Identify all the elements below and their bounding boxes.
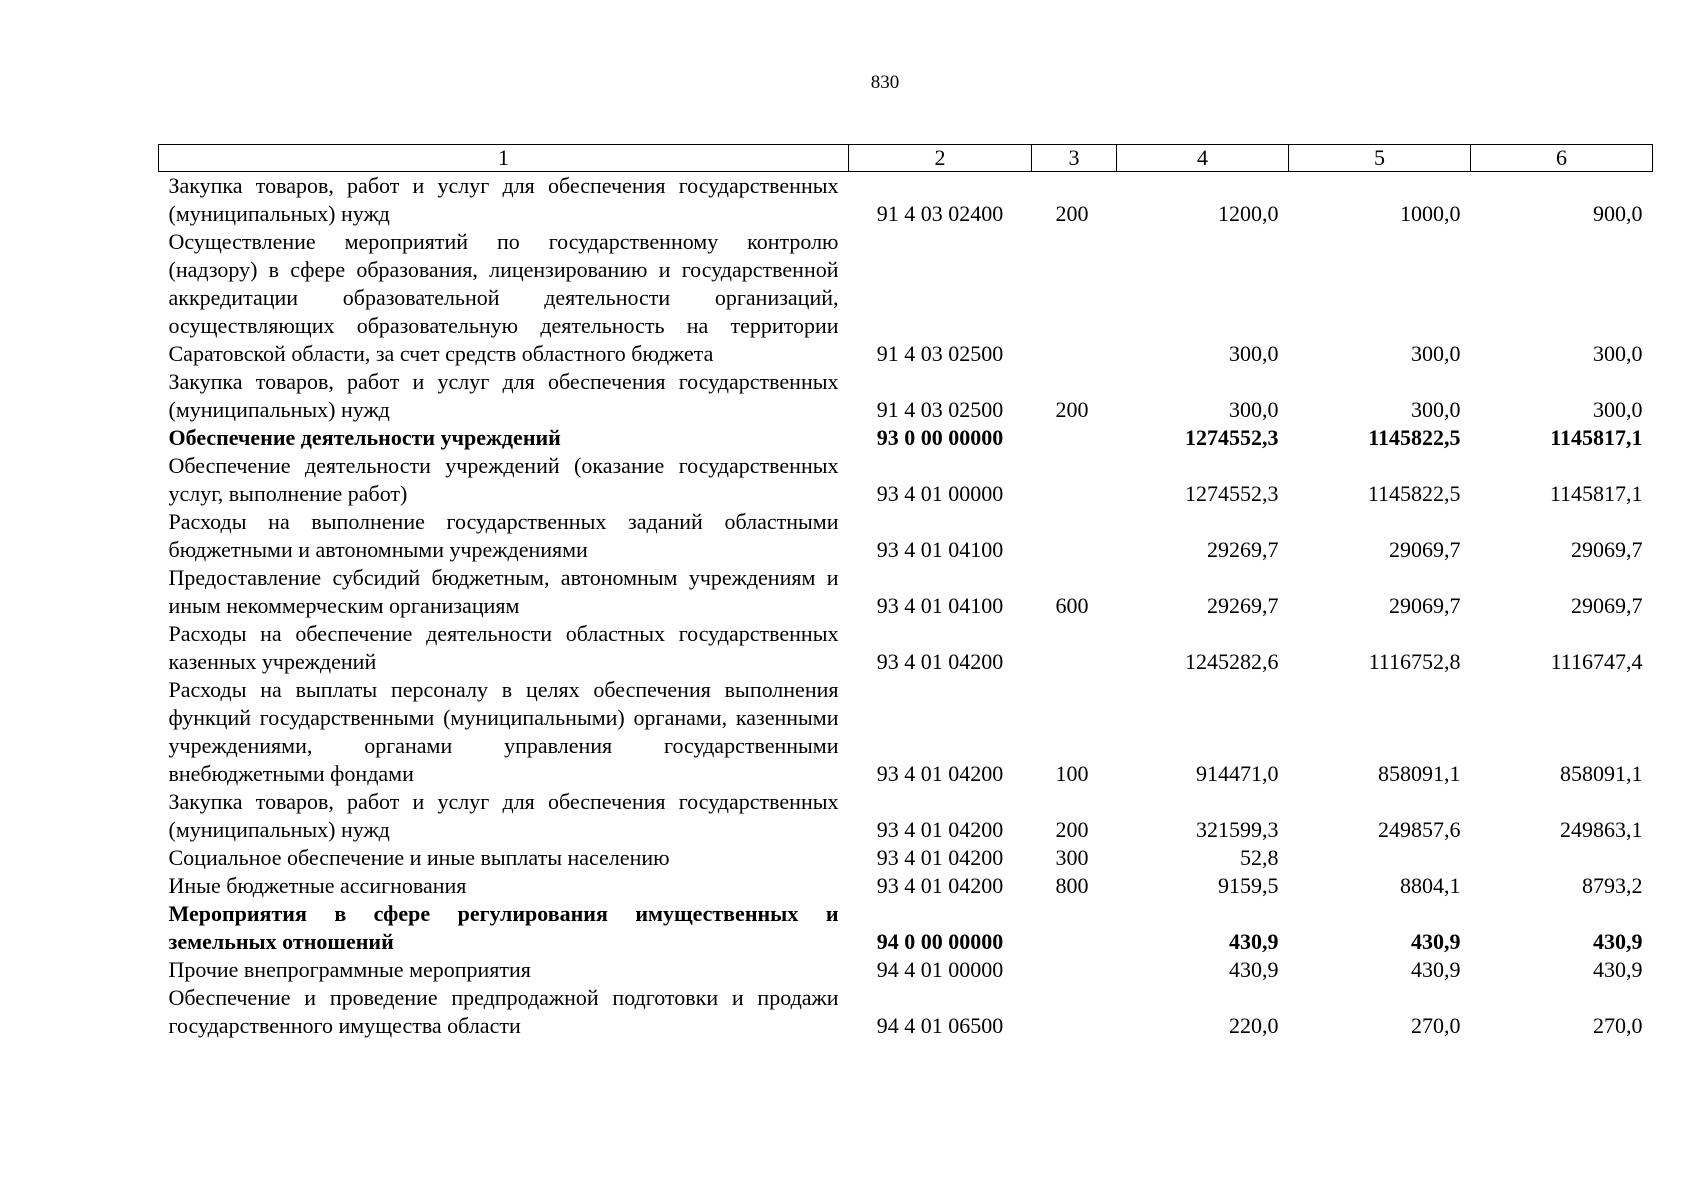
row-expense-type: 100 — [1055, 761, 1089, 786]
row-expense-type — [1032, 984, 1117, 1040]
table-row — [159, 228, 1653, 368]
row-value-col6: 8793,2 — [1582, 873, 1643, 898]
row-name: Расходы на выполнение государственных заданий областными бюджетными и автономными учреждениями — [168, 509, 839, 562]
row-code: 93 4 01 04100 — [876, 593, 1004, 618]
row-value-col5: 29069,7 — [1389, 593, 1461, 618]
row-code: 91 4 03 02500 — [876, 397, 1004, 422]
row-value-col5: 29069,7 — [1389, 537, 1461, 562]
row-value-col5: 858091,1 — [1378, 761, 1461, 786]
table-row — [159, 424, 1653, 452]
row-value-col4: 300,0 — [1229, 397, 1279, 422]
table-row — [159, 368, 1653, 424]
row-value-col6: 900,0 — [1593, 201, 1643, 226]
row-code: 93 4 01 04200 — [876, 817, 1004, 842]
row-value-col5: 300,0 — [1411, 397, 1461, 422]
column-header-3: 3 — [1032, 145, 1117, 172]
row-name: Социальное обеспечение и иные выплаты населению — [168, 845, 670, 870]
row-value-col6: 430,9 — [1593, 929, 1643, 954]
row-value-col6: 430,9 — [1593, 957, 1643, 982]
row-value-col4: 1274552,3 — [1185, 481, 1279, 506]
row-name: Предоставление субсидий бюджетным, автономным учреждениям и иным некоммерческим организациям — [168, 565, 839, 618]
row-name: Обеспечение деятельности учреждений (оказание государственных услуг, выполнение работ) — [168, 453, 839, 506]
row-code: 94 0 00 00000 — [876, 929, 1004, 954]
row-value-col5 — [1289, 844, 1471, 872]
row-value-col5: 300,0 — [1411, 341, 1461, 366]
row-value-col4: 220,0 — [1229, 1013, 1279, 1038]
row-value-col4: 52,8 — [1240, 845, 1279, 870]
row-value-col4: 914471,0 — [1196, 761, 1279, 786]
column-header-1: 1 — [159, 145, 849, 172]
row-expense-type — [1032, 228, 1117, 368]
row-value-col4: 1274552,3 — [1185, 425, 1279, 450]
row-code: 94 4 01 06500 — [876, 1013, 1004, 1038]
row-value-col5: 1000,0 — [1400, 201, 1461, 226]
table-row — [159, 676, 1653, 788]
table-row — [159, 452, 1653, 508]
row-value-col5: 249857,6 — [1378, 817, 1461, 842]
page-number: 830 — [870, 72, 900, 93]
table-body — [159, 172, 1653, 1041]
row-value-col5: 270,0 — [1411, 1013, 1461, 1038]
row-value-col6: 858091,1 — [1560, 761, 1643, 786]
table-row — [159, 872, 1653, 900]
table-row — [159, 564, 1653, 620]
row-code: 93 4 01 04200 — [876, 845, 1004, 870]
row-code: 94 4 01 00000 — [876, 957, 1004, 982]
row-code: 93 4 01 04100 — [876, 537, 1004, 562]
row-name: Мероприятия в сфере регулирования имущественных и земельных отношений — [168, 901, 839, 954]
table-header-row — [159, 145, 1653, 172]
row-expense-type — [1032, 620, 1117, 676]
row-value-col5: 8804,1 — [1400, 873, 1461, 898]
row-expense-type: 600 — [1055, 593, 1089, 618]
row-expense-type: 800 — [1055, 873, 1089, 898]
row-code: 93 4 01 04200 — [876, 873, 1004, 898]
row-name: Обеспечение и проведение предпродажной подготовки и продажи государственного имущества области — [168, 985, 839, 1038]
table-row — [159, 172, 1653, 229]
column-header-2: 2 — [849, 145, 1032, 172]
row-expense-type: 200 — [1055, 817, 1089, 842]
row-name: Закупка товаров, работ и услуг для обеспечения государственных (муниципальных) нужд — [168, 173, 839, 226]
row-value-col5: 430,9 — [1411, 929, 1461, 954]
column-header-4: 4 — [1117, 145, 1289, 172]
table-row — [159, 788, 1653, 844]
row-value-col6: 29069,7 — [1571, 537, 1643, 562]
row-name: Расходы на выплаты персоналу в целях обеспечения выполнения функций государственными (муниципальными) органами, казенными учреждениями, органами управления государственными внебюджетными фондами — [168, 677, 839, 786]
table-row — [159, 844, 1653, 872]
column-header-5: 5 — [1289, 145, 1471, 172]
row-expense-type — [1032, 508, 1117, 564]
row-expense-type: 200 — [1055, 201, 1089, 226]
row-value-col5: 430,9 — [1411, 957, 1461, 982]
row-value-col6 — [1471, 844, 1653, 872]
row-value-col5: 1145822,5 — [1367, 481, 1461, 506]
row-value-col6: 300,0 — [1593, 341, 1643, 366]
row-value-col4: 1245282,6 — [1185, 649, 1279, 674]
row-code: 91 4 03 02500 — [876, 341, 1004, 366]
row-code: 93 0 00 00000 — [876, 425, 1004, 450]
row-value-col5: 1145822,5 — [1368, 425, 1461, 450]
row-value-col6: 1116747,4 — [1550, 649, 1643, 674]
row-code: 91 4 03 02400 — [876, 201, 1004, 226]
row-value-col6: 29069,7 — [1571, 593, 1643, 618]
column-header-6: 6 — [1471, 145, 1653, 172]
row-value-col6: 1145817,1 — [1550, 425, 1643, 450]
row-value-col4: 430,9 — [1229, 929, 1279, 954]
table-row — [159, 900, 1653, 956]
row-value-col4: 321599,3 — [1196, 817, 1279, 842]
table-row — [159, 984, 1653, 1040]
row-name: Закупка товаров, работ и услуг для обеспечения государственных (муниципальных) нужд — [168, 369, 839, 422]
row-name: Расходы на обеспечение деятельности областных государственных казенных учреждений — [168, 621, 839, 674]
budget-table — [158, 144, 1653, 1040]
row-code: 93 4 01 04200 — [876, 761, 1004, 786]
row-value-col4: 430,9 — [1229, 957, 1279, 982]
row-code: 93 4 01 04200 — [876, 649, 1004, 674]
row-value-col6: 1145817,1 — [1549, 481, 1643, 506]
row-value-col4: 1200,0 — [1218, 201, 1279, 226]
row-code: 93 4 01 00000 — [876, 481, 1004, 506]
row-value-col6: 300,0 — [1593, 397, 1643, 422]
row-expense-type — [1032, 424, 1117, 452]
row-expense-type: 200 — [1055, 397, 1089, 422]
row-expense-type — [1032, 452, 1117, 508]
table-row — [159, 956, 1653, 984]
row-name: Обеспечение деятельности учреждений — [168, 425, 561, 450]
table-row — [159, 620, 1653, 676]
row-name: Закупка товаров, работ и услуг для обеспечения государственных (муниципальных) нужд — [168, 789, 839, 842]
row-value-col5: 1116752,8 — [1368, 649, 1461, 674]
row-name: Прочие внепрограммные мероприятия — [168, 957, 531, 982]
row-name: Иные бюджетные ассигнования — [168, 873, 467, 898]
row-expense-type — [1032, 900, 1117, 956]
row-value-col4: 29269,7 — [1207, 537, 1279, 562]
row-value-col4: 300,0 — [1229, 341, 1279, 366]
table-row — [159, 508, 1653, 564]
row-value-col6: 270,0 — [1593, 1013, 1643, 1038]
row-expense-type: 300 — [1055, 845, 1089, 870]
row-name: Осуществление мероприятий по государственному контролю (надзору) в сфере образования, лицензированию и государственной аккредитации образовательной деятельности организаций, осуществляющих образовательную деятельность на территории Саратовской области, за счет средств областного бюджета — [168, 229, 839, 366]
row-value-col4: 9159,5 — [1218, 873, 1279, 898]
row-value-col6: 249863,1 — [1560, 817, 1643, 842]
row-value-col4: 29269,7 — [1207, 593, 1279, 618]
row-expense-type — [1032, 956, 1117, 984]
